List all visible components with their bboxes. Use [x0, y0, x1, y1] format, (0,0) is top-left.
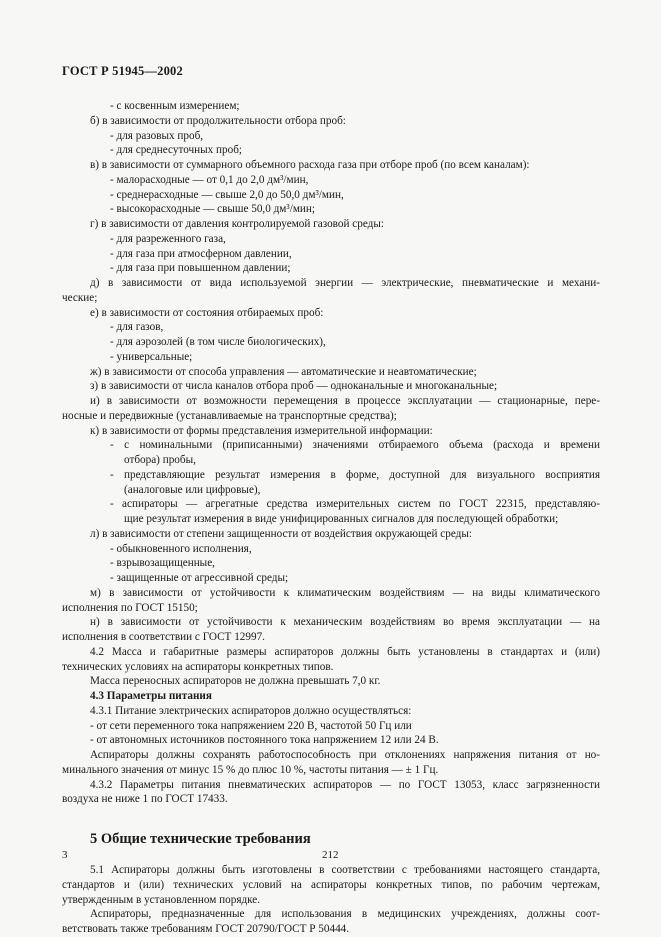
paragraph-line: Масса переносных аспираторов не должна превышать 7,0 кг. — [90, 675, 381, 688]
list-item: - для аэрозолей (в том числе биологических), — [110, 336, 326, 348]
list-item: - взрывозащищенные, — [110, 557, 215, 570]
list-item: носные и передвижные (устанавливаемые на транспортные средства); — [62, 409, 397, 422]
list-item: - от сети переменного тока напряжением 220 В, частотой 50 Гц или — [90, 719, 412, 732]
list-item: д) в зависимости от вида используемой энергии — электрические, пневматические и механи- — [90, 277, 600, 289]
list-item: м) в зависимости от устойчивости к климатическим воздействиям — на виды климатического — [90, 586, 600, 599]
paragraph-line: ветствовать также требованиям ГОСТ 20790/ГОСТ Р 50444. — [62, 923, 350, 935]
subsection-heading: 4.3 Параметры питания — [90, 690, 212, 702]
list-item: щие результат измерения в виде унифицированных сигналов для последующей обработки; — [124, 513, 559, 525]
list-item: в) в зависимости от суммарного объемного расхода газа при отборе проб (по всем каналам): — [90, 159, 530, 171]
paragraph-line: 4.3.2 Параметры питания пневматических аспираторов — по ГОСТ 13053, класс загрязненности — [90, 778, 600, 791]
document-body — [62, 99, 600, 937]
list-item: е) в зависимости от состояния отбираемых проб: — [90, 306, 324, 319]
list-item: исполнения в соответствии с ГОСТ 12997. — [62, 631, 265, 643]
list-item: ческие; — [62, 291, 98, 304]
paragraph-line: Аспираторы должны сохранять работоспособность при отклонениях напряжения питания от но- — [90, 749, 600, 761]
list-item: - аспираторы — агрегатные средства измерительных систем по ГОСТ 22315, представляю- — [110, 498, 600, 511]
section-heading: 5 Общие технические требования — [90, 831, 311, 847]
page-number-left: 3 — [62, 849, 68, 861]
document-header: ГОСТ Р 51945—2002 — [62, 64, 183, 78]
list-item: - для газа при атмосферном давлении, — [110, 247, 292, 260]
list-item: - малорасходные — от 0,1 до 2,0 дм³/мин, — [110, 173, 309, 186]
list-item: (аналоговые или цифровые), — [124, 483, 261, 496]
list-item: - для среднесуточных проб; — [110, 144, 242, 157]
paragraph-line: утвержденным в установленном порядке. — [62, 893, 261, 906]
paragraph-line: 4.2 Масса и габаритные размеры аспираторов должны быть установлены в стандартах и (или) — [90, 645, 600, 658]
list-item: и) в зависимости от возможности перемещения в процессе эксплуатации — стационарные, пере- — [90, 395, 600, 407]
list-item: б) в зависимости от продолжительности отбора проб: — [90, 114, 346, 127]
paragraph-line: минального значения от минус 15 % до плюс 10 %, частоты питания — ± 1 Гц. — [62, 763, 439, 776]
list-item: з) в зависимости от числа каналов отбора проб — одноканальные и многоканальные; — [90, 380, 498, 393]
list-item: - обыкновенного исполнения, — [110, 542, 252, 555]
list-item: к) в зависимости от формы представления измерительной информации: — [90, 424, 433, 437]
list-item: исполнения по ГОСТ 15150; — [62, 601, 198, 614]
list-item: - от автономных источников постоянного тока напряжением 12 или 24 В. — [90, 734, 439, 747]
list-item: - среднерасходные — свыше 2,0 до 50,0 дм³/мин, — [110, 188, 344, 201]
list-item: ж) в зависимости от способа управления — автоматические и неавтоматические; — [90, 365, 477, 378]
list-item: л) в зависимости от степени защищенности от воздействия окружающей среды: — [90, 527, 473, 540]
paragraph-line: 5.1 Аспираторы должны быть изготовлены в соответствии с требованиями настоящего стандарта, — [90, 864, 600, 876]
list-item: отбора) пробы, — [124, 454, 196, 466]
paragraph-line: Аспираторы, предназначенные для использования в медицинских учреждениях, должны соот- — [90, 908, 600, 921]
list-item: н) в зависимости от устойчивости к механическим воздействиям во время эксплуатации — на — [90, 616, 600, 629]
page-number-center: 212 — [322, 849, 339, 861]
list-item: - с номинальными (приписанными) значениями отбираемого объема (расхода и времени — [110, 439, 600, 452]
list-item: г) в зависимости от давления контролируемой газовой среды: — [90, 218, 384, 230]
list-item: - для газов, — [110, 321, 164, 334]
list-item: - защищенные от агрессивной среды; — [110, 572, 289, 584]
list-item: - с косвенным измерением; — [110, 100, 240, 112]
list-item: - для разреженного газа, — [110, 232, 226, 245]
list-item: - для газа при повышенном давлении; — [110, 262, 291, 275]
list-item: - высокорасходные — свыше 50,0 дм³/мин; — [110, 203, 316, 216]
list-item: - универсальные; — [110, 350, 193, 363]
paragraph-line: стандартов и (или) технических условий на аспираторы конкретных типов, по рабочим чертежам, — [62, 878, 600, 891]
paragraph-line: 4.3.1 Питание электрических аспираторов должно осуществляться: — [90, 704, 412, 717]
list-item: - для разовых проб, — [110, 129, 204, 142]
paragraph-line: воздуха не ниже 1 по ГОСТ 17433. — [62, 793, 228, 806]
list-item: - представляющие результат измерения в форме, доступной для визуального восприятия — [110, 468, 600, 481]
paragraph-line: технических условиях на аспираторы конкретных типов. — [62, 660, 334, 673]
